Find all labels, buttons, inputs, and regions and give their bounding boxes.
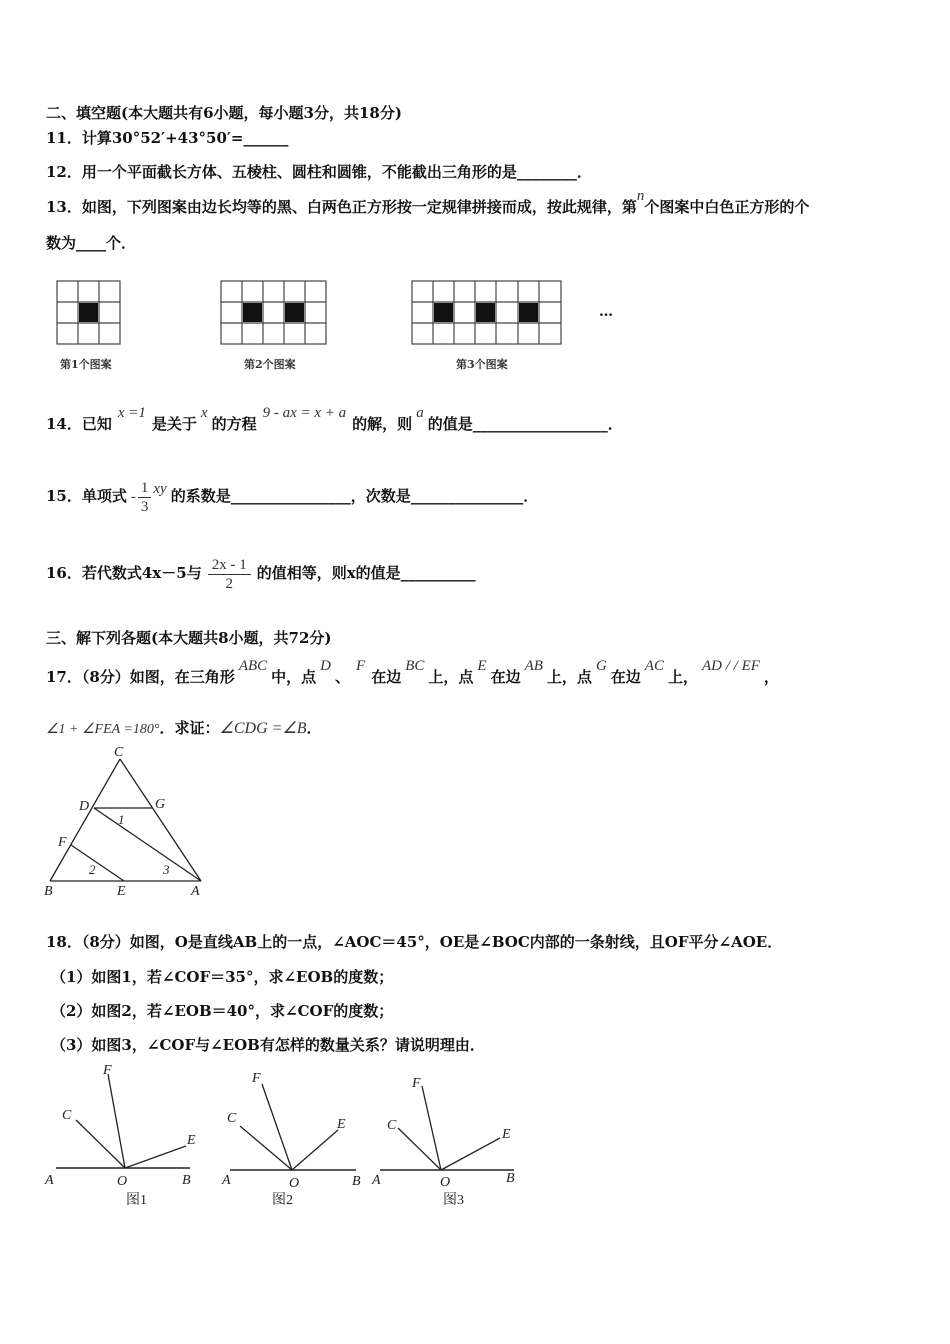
q17-condition: ∠1 + ∠FEA =180° [46,722,160,737]
fig3-label-b: B [506,1171,515,1186]
q17-prove-label: ．求证： [159,719,220,737]
fig2-label-c: C [227,1111,237,1126]
label-angle-3: 3 [163,862,170,877]
question-14 [46,405,623,435]
q15-vars: xy [153,481,167,497]
pattern-2-caption: 第2个图案 [244,358,296,371]
question-18-part1: （1）如图1，若∠COF＝35°，求∠EOB的度数； [51,968,394,986]
fig1-label-f: F [103,1063,112,1078]
q13-text1: 13．如图，下列图案由边长均等的黑、白两色正方形按一定规律拼接而成，按此规律，第 [46,198,637,216]
q17-m1: ABC [238,658,268,674]
q17-t8: 在边 [610,668,641,686]
pattern-3-figure [411,280,563,346]
pattern-2-figure [220,280,328,346]
q17-t1: 17．（8分）如图，在三角形 [46,668,235,686]
q15-mid: 的系数是________________，次数是_______________． [170,487,539,505]
q15-sign: - [130,489,136,505]
q17-m3: F [356,658,366,674]
fig1-label-o: O [117,1174,128,1189]
q17-m5: E [477,658,487,674]
question-17-line2 [46,718,322,740]
fig3-label-o: O [440,1175,451,1190]
segment-ad [94,808,201,881]
label-angle-1: 1 [118,812,125,827]
label-a: A [191,884,200,898]
q17-m2: D [320,658,332,674]
q14-mid2: 的方程 [211,415,257,433]
question-17-line1 [46,658,779,688]
fig3-label-f: F [412,1076,421,1091]
fig1-label-e: E [187,1133,196,1148]
question-13-line2: 数为____个． [46,234,137,252]
label-angle-2: 2 [89,862,96,877]
label-e: E [117,884,126,898]
side-ac [120,759,201,881]
pattern-ellipsis: … [599,304,613,320]
q16-frac-num: 2x - 1 [208,556,251,575]
section3-heading: 三、解下列各题(本大题共8小题，共72分) [46,629,332,647]
fig3-caption: 图3 [443,1193,464,1208]
q16-suffix: 的值相等，则x的值是__________ [256,564,476,582]
label-g: G [155,797,166,812]
pattern-1-caption: 第1个图案 [60,358,112,371]
angle-figure-2 [221,1071,361,1208]
q14-prefix: 14．已知 [46,415,112,433]
q15-prefix: 15．单项式 [46,487,127,505]
q17-t5: 上，点 [428,668,474,686]
q17-end: ． [306,719,322,737]
question-11: 11．计算30°52′+43°50′=______ [46,129,289,147]
q15-frac-num: 1 [138,479,152,498]
q14-math-x1: x =1 [117,405,146,421]
fig1-label-b: B [182,1173,191,1188]
q14-mid3: 的解，则 [352,415,413,433]
fig2-caption: 图2 [272,1193,293,1208]
fig2-label-a: A [222,1173,231,1188]
fig2-label-e: E [337,1117,346,1132]
q13-text2: 个图案中白色正方形的个 [644,198,810,216]
q14-suffix: 的值是__________________． [427,415,623,433]
question-18-part2: （2）如图2，若∠EOB＝40°，求∠COF的度数； [51,1002,394,1020]
fig3-label-c: C [387,1118,397,1133]
side-bc [50,759,120,881]
q16-prefix: 16．若代数式4x－5与 [46,564,202,582]
q13-var-n: n [636,188,645,204]
fig1-caption: 图1 [126,1193,147,1208]
q17-t7: 上，点 [546,668,592,686]
question-18-part3: （3）如图3，∠COF与∠EOB有怎样的数量关系？请说明理由． [51,1036,485,1054]
fig1-label-c: C [62,1108,72,1123]
question-13-line1 [46,188,810,218]
pattern-1-figure [56,280,122,346]
q17-m9: AD / / EF [701,658,760,674]
question-18-stem: 18．（8分）如图，O是直线AB上的一点，∠AOC＝45°，OE是∠BOC内部的一条射线，且OF平分∠AOE． [46,933,783,951]
angle-figure-3 [371,1076,515,1208]
q17-m4: BC [405,658,425,674]
q15-frac-den: 3 [140,498,149,515]
label-c: C [114,745,124,760]
fig2-label-o: O [289,1176,300,1191]
question-12: 12．用一个平面截长方体、五棱柱、圆柱和圆锥，不能截出三角形的是________． [46,163,592,181]
q17-prove-statement: ∠CDG =∠B [219,720,307,737]
question-15 [46,476,538,517]
fig1-label-a: A [45,1173,54,1188]
segment-ef [71,845,124,881]
q17-t2: 中，点 [271,668,317,686]
q17-t3: 、 [335,668,351,686]
triangle-figure [44,742,214,898]
q17-t10: ， [763,668,779,686]
q17-t9: 上， [667,668,698,686]
label-b: B [44,884,53,898]
fig2-label-b: B [352,1174,361,1189]
q14-math-a: a [416,405,424,421]
q17-m7: G [595,658,607,674]
angle-figures [40,1062,530,1210]
q17-t6: 在边 [490,668,521,686]
label-d: D [79,799,90,814]
q17-m8: AC [644,658,664,674]
q14-math-x: x [200,405,208,421]
q14-mid1: 是关于 [151,415,197,433]
fig3-label-a: A [372,1173,381,1188]
q16-fraction [208,556,251,593]
angle-figure-1 [44,1063,196,1208]
fig2-label-f: F [252,1071,261,1086]
pattern-3-caption: 第3个图案 [456,358,508,371]
q17-m6: AB [524,658,543,674]
q15-fraction [138,479,152,516]
q14-equation: 9 - ax = x + a [262,405,347,421]
q16-frac-den: 2 [225,575,233,592]
label-f: F [58,835,67,850]
question-16 [46,550,476,596]
q17-t4: 在边 [371,668,402,686]
fig3-label-e: E [502,1127,511,1142]
section2-heading: 二、填空题(本大题共有6小题，每小题3分，共18分) [46,104,402,122]
